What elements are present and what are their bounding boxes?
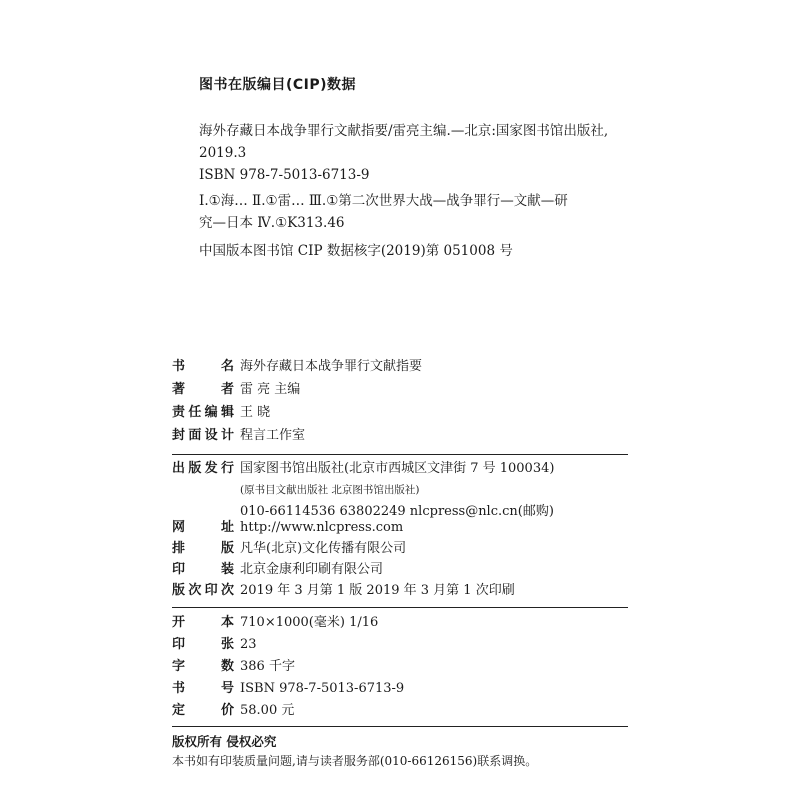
cip-subject-line: Ⅰ.①海… Ⅱ.①雷… Ⅲ.①第二次世界大战—战争罪行—文献—研 <box>199 193 568 209</box>
spec-value: 386 千字 <box>240 659 295 674</box>
spec-label: 字数 <box>172 659 234 674</box>
quality-notice: 本书如有印装质量问题,请与读者服务部(010-66126156)联系调换。 <box>172 754 538 768</box>
credit-row-cover-design <box>172 425 305 447</box>
printing-label: 印装 <box>172 562 234 577</box>
printing-row <box>172 559 383 581</box>
spec-row-isbn <box>172 678 404 700</box>
rights-reserved: 版权所有 侵权必究 <box>172 734 277 749</box>
website-row <box>172 517 403 539</box>
spec-value: 23 <box>240 637 257 652</box>
spec-row-sheets <box>172 634 257 656</box>
credit-value: 王 晓 <box>240 405 271 420</box>
credit-label: 封面设计 <box>172 428 234 443</box>
spec-row-word-count <box>172 656 295 678</box>
divider-rule <box>172 607 628 608</box>
divider-rule <box>172 726 628 727</box>
credit-row-author <box>172 379 300 401</box>
credit-label: 书名 <box>172 359 234 374</box>
publisher-label: 出版发行 <box>172 461 234 476</box>
edition-value: 2019 年 3 月第 1 版 2019 年 3 月第 1 次印刷 <box>240 583 515 598</box>
cip-title-line: 海外存藏日本战争罪行文献指要/雷亮主编.—北京:国家图书馆出版社, <box>199 123 609 139</box>
spec-value: ISBN 978-7-5013-6713-9 <box>240 681 405 696</box>
credit-label: 责任编辑 <box>172 405 234 420</box>
spec-value: 58.00 元 <box>240 703 295 718</box>
spec-row-price <box>172 700 294 722</box>
cip-date-line: 2019.3 <box>199 145 247 161</box>
spec-label: 印张 <box>172 637 234 652</box>
printing-value: 北京金康利印刷有限公司 <box>240 562 384 577</box>
cip-heading: 图书在版编目(CIP)数据 <box>199 77 357 93</box>
edition-row <box>172 580 515 602</box>
divider-rule <box>172 454 628 455</box>
credit-value: 海外存藏日本战争罪行文献指要 <box>240 359 423 374</box>
spec-label: 书号 <box>172 681 234 696</box>
credit-row-editor <box>172 402 270 424</box>
credit-row-title <box>172 356 422 378</box>
publisher-former-names: (原书目文献出版社 北京图书馆出版社) <box>240 484 420 496</box>
cip-record-number: 中国版本图书馆 CIP 数据核字(2019)第 051008 号 <box>199 243 513 259</box>
spec-row-format <box>172 612 378 634</box>
typesetting-label: 排版 <box>172 541 234 556</box>
publisher-phones: 010-66114536 63802249 nlcpress@nlc.cn(邮购) <box>240 504 554 519</box>
credit-label: 著者 <box>172 382 234 397</box>
publisher-value: 国家图书馆出版社(北京市西城区文津街 7 号 100034) <box>240 461 555 476</box>
edition-label: 版次印次 <box>172 583 234 598</box>
spec-label: 定价 <box>172 703 234 718</box>
typesetting-row <box>172 538 406 560</box>
website-value: http://www.nlcpress.com <box>240 520 404 535</box>
credit-value: 雷 亮 主编 <box>240 382 301 397</box>
publisher-row <box>172 458 554 480</box>
cip-subject-line-cont: 究—日本 Ⅳ.①K313.46 <box>199 215 345 231</box>
spec-value: 710×1000(毫米) 1/16 <box>240 615 379 630</box>
spec-label: 开本 <box>172 615 234 630</box>
cip-isbn-line: ISBN 978-7-5013-6713-9 <box>199 167 370 183</box>
credit-value: 程言工作室 <box>240 428 306 443</box>
website-label: 网址 <box>172 520 234 535</box>
typesetting-value: 凡华(北京)文化传播有限公司 <box>240 541 407 556</box>
